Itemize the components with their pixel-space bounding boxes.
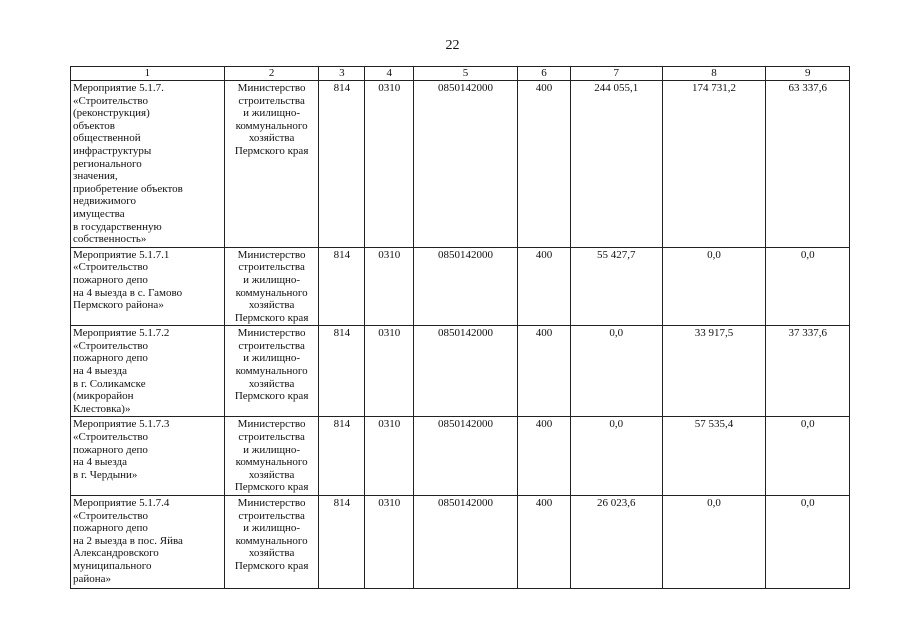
table-row (71, 417, 850, 496)
column-header: 4 (365, 67, 414, 81)
code-cell: 0850142000 (414, 81, 518, 248)
code-cell: 0850142000 (414, 417, 518, 496)
code-cell: 814 (319, 417, 365, 496)
amount-cell: 0,0 (766, 417, 850, 496)
amount-cell: 55 427,7 (570, 247, 662, 326)
column-header: 2 (224, 67, 319, 81)
header-row (71, 67, 850, 81)
code-cell: 814 (319, 496, 365, 589)
amount-cell: 0,0 (662, 247, 766, 326)
ministry-cell: Министерство строительства и жилищно- коммунального хозяйства Пермского края (224, 417, 319, 496)
ministry-cell: Министерство строительства и жилищно- коммунального хозяйства Пермского края (224, 247, 319, 326)
column-header: 9 (766, 67, 850, 81)
code-cell: 0310 (365, 247, 414, 326)
table-row (71, 247, 850, 326)
code-cell: 0310 (365, 326, 414, 417)
code-cell: 0850142000 (414, 326, 518, 417)
code-cell: 400 (517, 326, 570, 417)
amount-cell: 57 535,4 (662, 417, 766, 496)
table-row (71, 81, 850, 248)
amount-cell: 0,0 (570, 326, 662, 417)
code-cell: 0310 (365, 496, 414, 589)
measure-cell: Мероприятие 5.1.7.1 «Строительство пожарного депо на 4 выезда в с. Гамово Пермского района» (71, 247, 225, 326)
column-header: 7 (570, 67, 662, 81)
amount-cell: 0,0 (766, 247, 850, 326)
column-header: 8 (662, 67, 766, 81)
code-cell: 0310 (365, 81, 414, 248)
measure-cell: Мероприятие 5.1.7.4 «Строительство пожарного депо на 2 выезда в пос. Яйва Александровского муниципального района» (71, 496, 225, 589)
amount-cell: 33 917,5 (662, 326, 766, 417)
measure-cell: Мероприятие 5.1.7.2 «Строительство пожарного депо на 4 выезда в г. Соликамске (микрорайон Клестовка)» (71, 326, 225, 417)
code-cell: 400 (517, 81, 570, 248)
code-cell: 0850142000 (414, 247, 518, 326)
measure-cell: Мероприятие 5.1.7. «Строительство (реконструкция) объектов общественной инфраструктуры регионального значения, приобретение объектов недвижимого имущества в государственную собственность» (71, 81, 225, 248)
code-cell: 0850142000 (414, 496, 518, 589)
column-header: 5 (414, 67, 518, 81)
code-cell: 400 (517, 247, 570, 326)
measure-cell: Мероприятие 5.1.7.3 «Строительство пожарного депо на 4 выезда в г. Чердыни» (71, 417, 225, 496)
column-header: 1 (71, 67, 225, 81)
column-header: 3 (319, 67, 365, 81)
code-cell: 400 (517, 496, 570, 589)
amount-cell: 0,0 (766, 496, 850, 589)
code-cell: 0310 (365, 417, 414, 496)
ministry-cell: Министерство строительства и жилищно- коммунального хозяйства Пермского края (224, 496, 319, 589)
code-cell: 814 (319, 247, 365, 326)
amount-cell: 26 023,6 (570, 496, 662, 589)
amount-cell: 244 055,1 (570, 81, 662, 248)
amount-cell: 37 337,6 (766, 326, 850, 417)
page-number: 22 (445, 38, 460, 53)
ministry-cell: Министерство строительства и жилищно- коммунального хозяйства Пермского края (224, 81, 319, 248)
table-row (71, 326, 850, 417)
column-header: 6 (517, 67, 570, 81)
amount-cell: 0,0 (662, 496, 766, 589)
amount-cell: 174 731,2 (662, 81, 766, 248)
amount-cell: 63 337,6 (766, 81, 850, 248)
amount-cell: 0,0 (570, 417, 662, 496)
code-cell: 814 (319, 81, 365, 248)
table-row (71, 496, 850, 589)
ministry-cell: Министерство строительства и жилищно- коммунального хозяйства Пермского края (224, 326, 319, 417)
budget-table (70, 66, 850, 589)
code-cell: 814 (319, 326, 365, 417)
code-cell: 400 (517, 417, 570, 496)
